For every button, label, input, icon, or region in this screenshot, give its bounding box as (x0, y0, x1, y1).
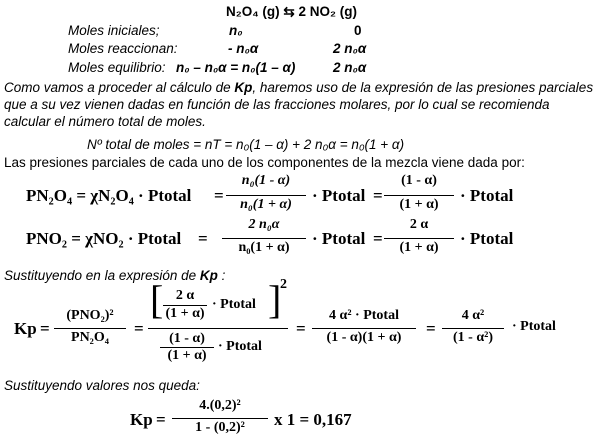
row-initial-left: n₀ (229, 23, 243, 38)
eq-kp-bigden-inner-den: (1 + α) (167, 348, 207, 363)
eq-kp-bigden-inner-num: (1 - α) (169, 331, 205, 346)
eq-kp-frac3-den: (1 - α)(1 + α) (326, 330, 402, 345)
eq-pno2-frac1-den: n₀(1 + α) (238, 240, 290, 255)
eq-kp-frac4-bar (442, 328, 504, 329)
row-react-right: 2 n₀α (333, 41, 367, 56)
eq-pno2-eq1: = (198, 229, 208, 248)
subst-line-2: Sustituyendo valores nos queda: (4, 378, 200, 393)
eq-kp-bignum-inner-den: (1 + α) (165, 306, 205, 321)
eq-pn2o4-mult1: · Ptotal (312, 186, 366, 205)
eq-final-lhs: Kp (130, 410, 153, 429)
eq-pno2-mult1: · Ptotal (312, 229, 366, 248)
eq-kp-lhs: Kp (14, 319, 37, 338)
eq-pno2-frac1-num: 2 n₀α (248, 217, 280, 232)
paragraph-line-2: que a su vez vienen dadas en función de las fracciones molares, por lo cual se recomienda (4, 97, 550, 112)
eq-pno2-frac1-bar (222, 238, 306, 239)
eq-final-num: 4.(0,2)² (199, 398, 241, 413)
eq-pno2-frac2-bar (384, 238, 454, 239)
eq-kp-eq4: = (426, 319, 436, 338)
row-label-initial: Moles iniciales; (68, 23, 160, 38)
row-initial-right: 0 (354, 23, 362, 38)
eq-final-rest: x 1 = 0,167 (274, 410, 352, 429)
eq-kp-eq1: = (40, 319, 50, 338)
eq-pn2o4-frac2-den: (1 + α) (399, 197, 439, 212)
eq-kp-bignum-inner-num: 2 α (175, 288, 195, 303)
row-label-react: Moles reaccionan: (68, 41, 178, 56)
eq-kp-frac1-bar (54, 328, 126, 329)
subst-line-1: Sustituyendo en la expresión de Kp : (4, 268, 226, 283)
eq-kp-mult4: · Ptotal (512, 319, 556, 334)
row-equil-right: 2 n₀α (333, 60, 367, 75)
paragraph-2: Las presiones parciales de cada uno de los componentes de la mezcla viene dada por: (4, 155, 525, 170)
eq-pn2o4-frac1-num: n₀(1 - α) (241, 173, 291, 188)
eq-final-den: 1 - (0,2)² (195, 420, 245, 435)
eq-kp-frac4-num: 4 α² (461, 308, 485, 323)
paragraph-line-3: calcular el número total de moles. (4, 114, 206, 129)
eq-pno2-frac2-num: 2 α (409, 217, 429, 232)
eq-kp-frac1-num: (PNO₂)² (66, 308, 114, 323)
left-bracket-icon: [ (150, 277, 164, 322)
right-bracket-icon: ] (268, 277, 282, 322)
reaction-equation: N₂O₄ (g) ⇆ 2 NO₂ (g) (226, 4, 357, 19)
eq-pn2o4-eq2: = (373, 186, 383, 205)
eq-kp-bigden-mult: · Ptotal (218, 339, 262, 354)
eq-kp-frac4-den: (1 - α²) (453, 330, 493, 345)
eq-pn2o4-mult2: · Ptotal (460, 186, 514, 205)
eq-pn2o4-lhs: PN₂O₄ = χN₂O₄ · Ptotal (26, 186, 192, 205)
eq-pno2-frac2-den: (1 + α) (399, 240, 439, 255)
row-equil-left: n₀ – n₀α = n₀(1 – α) (176, 60, 296, 75)
paragraph-line-1: Como vamos a proceder al cálculo de Kp, haremos uso de la expresión de las presiones parciales (4, 80, 594, 95)
eq-pn2o4-frac2-bar (384, 195, 454, 196)
eq-kp-eq3: = (296, 319, 306, 338)
eq-pn2o4-frac1-den: n₀(1 + α) (240, 197, 292, 212)
eq-kp-frac3-num: 4 α² · Ptotal (329, 308, 399, 323)
eq-final-bar (172, 418, 268, 419)
eq-final-eq1: = (156, 410, 166, 429)
eq-pn2o4-eq1: = (214, 186, 224, 205)
eq-pno2-eq2: = (373, 229, 383, 248)
eq-kp-frac1-den: PN₂O₄ (71, 330, 109, 345)
eq-kp-bignum-mult: · Ptotal (212, 297, 256, 312)
eq-kp-bignum-exp: 2 (280, 277, 287, 292)
eq-kp-eq2: = (134, 319, 144, 338)
eq-pn2o4-frac2-num: (1 - α) (401, 173, 437, 188)
eq-kp-frac3-bar (312, 328, 416, 329)
eq-kp-bigfrac-bar (148, 328, 288, 329)
row-label-equil: Moles equilibrio: (68, 60, 166, 75)
total-moles-line: Nº total de moles = nT = n₀(1 – α) + 2 n₀α = n₀(1 + α) (87, 137, 405, 152)
row-react-left: - n₀α (228, 41, 259, 56)
eq-pn2o4-frac1-bar (226, 195, 306, 196)
eq-pno2-lhs: PNO₂ = χNO₂ · Ptotal (26, 229, 182, 248)
eq-pno2-mult2: · Ptotal (460, 229, 514, 248)
